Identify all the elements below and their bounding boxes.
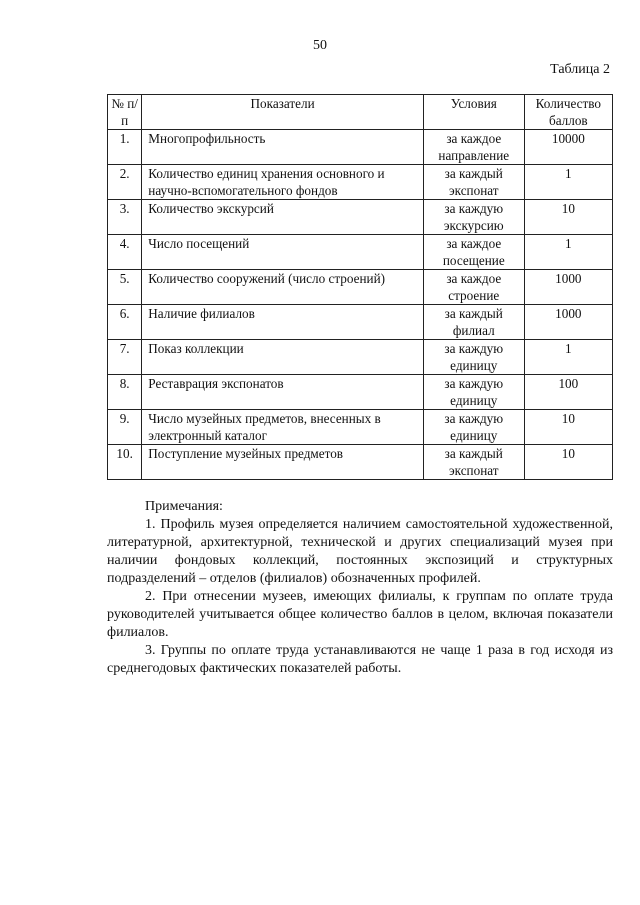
row-indicator: Наличие филиалов xyxy=(142,305,424,340)
notes-title: Примечания: xyxy=(145,499,223,514)
row-indicator: Число музейных предметов, внесенных в электронный каталог xyxy=(142,410,424,445)
row-condition: за каждую единицу xyxy=(423,410,524,445)
header-indicator: Показатели xyxy=(142,95,424,130)
table-row xyxy=(108,445,613,480)
table-row xyxy=(108,305,613,340)
note-item: 1. Профиль музея определяется наличием самостоятельной художественной, литературной, архитектурной, технической и других специализаций музея при наличии фондовых коллекций, постоянных экспозиций и структурных подразделений – отделов (филиалов) обозначенных профилей. xyxy=(107,517,613,586)
notes-section xyxy=(107,498,613,678)
header-num: № п/п xyxy=(108,95,142,130)
row-indicator: Реставрация экспонатов xyxy=(142,375,424,410)
row-indicator: Количество экскурсий xyxy=(142,200,424,235)
header-points: Количество баллов xyxy=(524,95,612,130)
row-condition: за каждый экспонат xyxy=(423,445,524,480)
row-condition: за каждое направление xyxy=(423,130,524,165)
row-points: 1000 xyxy=(524,305,612,340)
table-row xyxy=(108,375,613,410)
note-item: 3. Группы по оплате труда устанавливаются не чаще 1 раза в год исходя из среднегодовых фактических показателей работы. xyxy=(107,643,613,676)
row-num: 9. xyxy=(108,410,142,445)
row-num: 1. xyxy=(108,130,142,165)
row-num: 10. xyxy=(108,445,142,480)
row-condition: за каждую экскурсию xyxy=(423,200,524,235)
row-num: 2. xyxy=(108,165,142,200)
row-points: 10000 xyxy=(524,130,612,165)
row-indicator: Количество единиц хранения основного и научно-вспомогательного фондов xyxy=(142,165,424,200)
row-num: 5. xyxy=(108,270,142,305)
table-row xyxy=(108,235,613,270)
row-points: 10 xyxy=(524,410,612,445)
table-header-row xyxy=(108,95,613,130)
row-condition: за каждый филиал xyxy=(423,305,524,340)
row-num: 6. xyxy=(108,305,142,340)
table-row xyxy=(108,165,613,200)
row-points: 1 xyxy=(524,235,612,270)
row-points: 1 xyxy=(524,165,612,200)
row-condition: за каждый экспонат xyxy=(423,165,524,200)
header-condition: Условия xyxy=(423,95,524,130)
row-indicator: Количество сооружений (число строений) xyxy=(142,270,424,305)
note-item: 2. При отнесении музеев, имеющих филиалы, к группам по оплате труда руководителей учитывается общее количество баллов в целом, включая показатели филиалов. xyxy=(107,589,613,640)
table-row xyxy=(108,340,613,375)
row-points: 10 xyxy=(524,445,612,480)
row-condition: за каждую единицу xyxy=(423,375,524,410)
table-caption: Таблица 2 xyxy=(550,62,610,77)
row-condition: за каждую единицу xyxy=(423,340,524,375)
row-points: 1000 xyxy=(524,270,612,305)
row-points: 100 xyxy=(524,375,612,410)
row-num: 8. xyxy=(108,375,142,410)
row-num: 4. xyxy=(108,235,142,270)
row-indicator: Многопрофильность xyxy=(142,130,424,165)
table-row xyxy=(108,410,613,445)
row-indicator: Показ коллекции xyxy=(142,340,424,375)
page-number: 50 xyxy=(313,38,327,53)
row-condition: за каждое посещение xyxy=(423,235,524,270)
row-condition: за каждое строение xyxy=(423,270,524,305)
row-num: 7. xyxy=(108,340,142,375)
row-points: 10 xyxy=(524,200,612,235)
table-row xyxy=(108,130,613,165)
table-row xyxy=(108,270,613,305)
table-row xyxy=(108,200,613,235)
row-num: 3. xyxy=(108,200,142,235)
row-indicator: Число посещений xyxy=(142,235,424,270)
row-indicator: Поступление музейных предметов xyxy=(142,445,424,480)
row-points: 1 xyxy=(524,340,612,375)
indicators-table xyxy=(107,94,613,480)
